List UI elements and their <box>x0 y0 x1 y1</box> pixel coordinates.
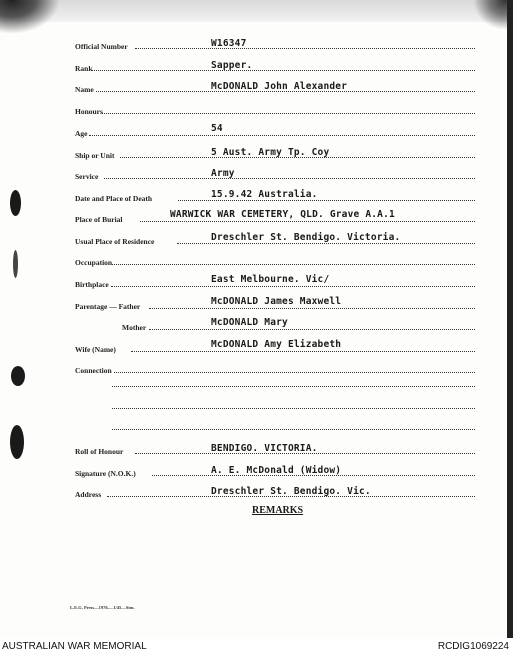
field-date-place-of-death <box>0 189 513 203</box>
dotted-line <box>89 135 475 136</box>
archive-footer <box>0 638 513 654</box>
field-label: Roll of Honour <box>75 447 124 456</box>
field-signature-nok <box>0 464 513 478</box>
field-label: Occupation <box>75 258 113 267</box>
field-value: East Melbourne. Vic/ <box>211 274 330 285</box>
dotted-line <box>177 243 475 244</box>
dotted-line <box>112 429 475 430</box>
dotted-line <box>112 264 475 265</box>
dotted-line <box>149 308 475 309</box>
field-rank <box>0 59 513 73</box>
dotted-line <box>140 221 475 222</box>
dotted-line <box>114 372 475 373</box>
blank-line <box>0 375 513 389</box>
dotted-line <box>111 286 475 287</box>
field-official-number <box>0 37 513 51</box>
field-label: Address <box>75 490 102 499</box>
dotted-line <box>178 200 475 201</box>
dotted-line <box>112 408 475 409</box>
field-label: Honours <box>75 107 103 116</box>
blank-line <box>0 418 513 432</box>
field-value: McDONALD James Maxwell <box>211 296 342 307</box>
printer-note: L.E.G. Press—1976.—1/45—Stm. <box>70 605 135 610</box>
field-name <box>0 80 513 94</box>
field-roll-of-honour <box>0 442 513 456</box>
field-birthplace <box>0 275 513 289</box>
dotted-line <box>104 178 475 179</box>
field-address <box>0 485 513 499</box>
field-value: 15.9.42 Australia. <box>211 189 318 200</box>
field-value: BENDIGO. VICTORIA. <box>211 443 318 454</box>
field-label: Rank <box>75 64 93 73</box>
field-label: Connection <box>75 366 112 375</box>
field-label: Service <box>75 172 99 181</box>
field-occupation <box>0 253 513 267</box>
field-value: Dreschler St. Bendigo. Vic. <box>211 486 371 497</box>
field-label: Parentage — Father <box>75 302 141 311</box>
field-value: 54 <box>211 123 223 134</box>
field-label: Ship or Unit <box>75 151 115 160</box>
field-label: Date and Place of Death <box>75 194 153 203</box>
field-value: 5 Aust. Army Tp. Coy <box>211 147 330 158</box>
dotted-line <box>102 113 475 114</box>
dotted-line <box>92 70 475 71</box>
field-label: Official Number <box>75 42 128 51</box>
field-value: WARWICK WAR CEMETERY, QLD. Grave A.A.1 <box>170 209 395 220</box>
dotted-line <box>135 48 475 49</box>
field-value: McDONALD Amy Elizabeth <box>211 339 342 350</box>
field-usual-residence <box>0 232 513 246</box>
scan-corner-shadow <box>0 0 60 34</box>
field-place-of-burial <box>0 210 513 224</box>
field-ship-or-unit <box>0 146 513 160</box>
field-label: Place of Burial <box>75 215 123 224</box>
field-parentage-mother <box>0 318 513 332</box>
field-wife-name <box>0 340 513 354</box>
field-label: Usual Place of Residence <box>75 237 155 246</box>
field-value: Army <box>211 168 235 179</box>
field-parentage-father <box>0 297 513 311</box>
field-label: Birthplace <box>75 280 109 289</box>
field-value: A. E. McDonald (Widow) <box>211 465 342 476</box>
dotted-line <box>112 386 475 387</box>
field-value: W16347 <box>211 38 247 49</box>
field-value: Sapper. <box>211 60 253 71</box>
archive-source: AUSTRALIAN WAR MEMORIAL <box>2 641 147 652</box>
field-value: Dreschler St. Bendigo. Victoria. <box>211 232 401 243</box>
field-label: Signature (N.O.K.) <box>75 469 136 478</box>
record-id: RCDIG1069224 <box>437 641 509 652</box>
field-label: Name <box>75 85 94 94</box>
field-honours <box>0 102 513 116</box>
remarks-heading: REMARKS <box>252 505 304 516</box>
field-label: Mother <box>122 323 147 332</box>
scan-top-edge <box>0 0 513 22</box>
blank-line <box>0 397 513 411</box>
field-value: McDONALD Mary <box>211 317 288 328</box>
field-service <box>0 167 513 181</box>
dotted-line <box>131 351 475 352</box>
field-connection <box>0 361 513 375</box>
field-label: Age <box>75 129 88 138</box>
field-value: McDONALD John Alexander <box>211 81 348 92</box>
dotted-line <box>149 329 475 330</box>
field-age <box>0 124 513 138</box>
field-label: Wife (Name) <box>75 345 116 354</box>
